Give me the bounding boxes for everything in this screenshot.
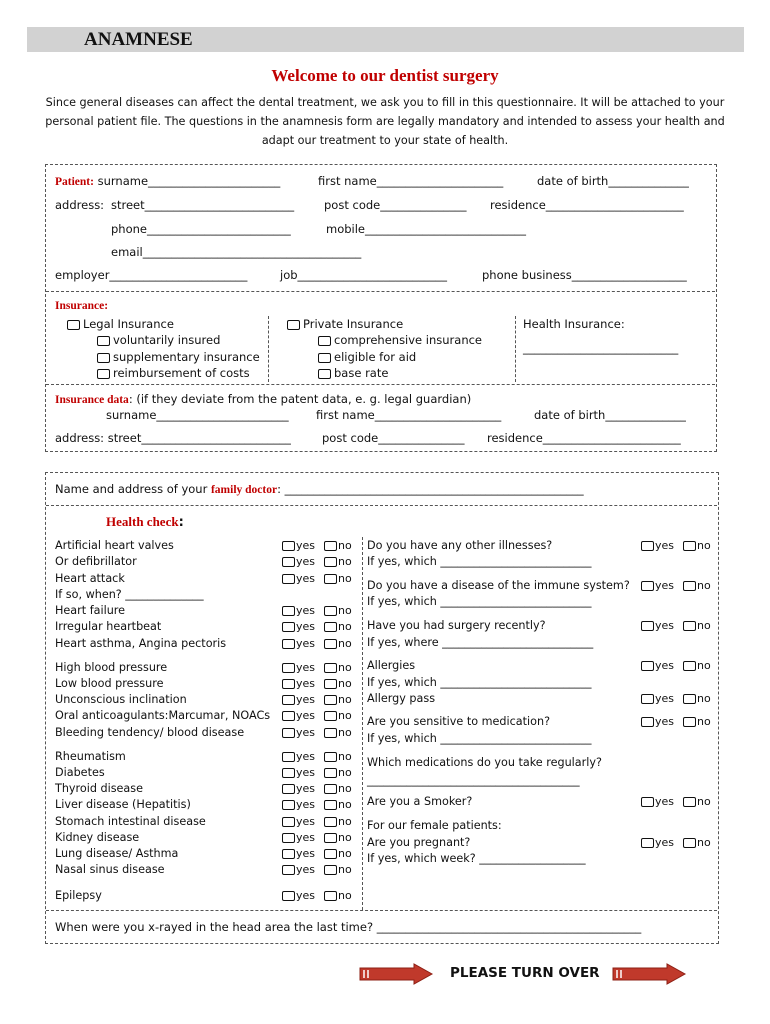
yes-label: yes <box>296 572 316 585</box>
yes-no-options <box>641 692 711 705</box>
no-label: no <box>338 889 352 902</box>
left-question: Kidney disease <box>55 831 140 844</box>
family-doctor-field[interactable]: : ____________________________________________________ <box>277 482 584 496</box>
supplementary-checkbox[interactable] <box>97 353 110 363</box>
welcome-heading: Welcome to our dentist surgery <box>271 66 499 85</box>
no-checkbox[interactable] <box>683 621 696 631</box>
yes-no-options <box>641 619 711 632</box>
right-question[interactable]: If yes, which ___________________________ <box>367 732 592 745</box>
no-label: no <box>697 795 711 808</box>
no-label: no <box>338 572 352 585</box>
yes-checkbox[interactable] <box>641 694 654 704</box>
no-checkbox[interactable] <box>324 639 337 649</box>
legal-insurance-checkbox[interactable] <box>67 320 80 330</box>
intro-line-1: Since general diseases can affect the dental treatment, we ask you to fill in this questionnaire. It will be attached to your <box>45 96 725 109</box>
yes-no-options <box>282 620 352 633</box>
right-question: Are you sensitive to medication? <box>367 715 551 728</box>
no-label: no <box>338 831 352 844</box>
divider <box>362 537 363 910</box>
yes-checkbox[interactable] <box>641 797 654 807</box>
yes-checkbox[interactable] <box>282 711 295 721</box>
yes-checkbox[interactable] <box>282 541 295 551</box>
yes-label: yes <box>296 620 316 633</box>
yes-no-options <box>282 661 352 674</box>
no-label: no <box>697 579 711 592</box>
right-question[interactable]: If yes, which ___________________________ <box>367 676 592 689</box>
ins-post-code-field[interactable]: post code_______________ <box>322 431 465 445</box>
yes-checkbox[interactable] <box>282 865 295 875</box>
comprehensive-checkbox[interactable] <box>318 336 331 346</box>
yes-checkbox[interactable] <box>641 717 654 727</box>
base-rate-checkbox[interactable] <box>318 369 331 379</box>
left-question: Heart attack <box>55 572 125 585</box>
voluntary-label: voluntarily insured <box>113 333 221 347</box>
no-checkbox[interactable] <box>324 541 337 551</box>
right-question[interactable]: If yes, which week? ___________________ <box>367 852 586 865</box>
yes-checkbox[interactable] <box>282 728 295 738</box>
yes-no-options <box>282 798 352 811</box>
no-checkbox[interactable] <box>683 541 696 551</box>
no-label: no <box>338 693 352 706</box>
yes-label: yes <box>296 766 316 779</box>
no-checkbox[interactable] <box>324 800 337 810</box>
legal-insurance-label: Legal Insurance <box>83 317 174 331</box>
divider <box>46 291 715 292</box>
reimbursement-checkbox[interactable] <box>97 369 110 379</box>
no-label: no <box>338 555 352 568</box>
yes-label: yes <box>296 677 316 690</box>
yes-checkbox[interactable] <box>282 768 295 778</box>
yes-no-options <box>641 579 711 592</box>
family-doctor-pre: Name and address of your <box>55 482 208 496</box>
yes-checkbox[interactable] <box>282 833 295 843</box>
left-question: Or defibrillator <box>55 555 137 568</box>
left-question: Unconscious inclination <box>55 693 187 706</box>
no-label: no <box>697 836 711 849</box>
divider <box>46 505 717 506</box>
family-doctor-label: family doctor <box>210 484 278 496</box>
left-question: Stomach intestinal disease <box>55 815 206 828</box>
health-check-colon: : <box>178 515 184 530</box>
yes-label: yes <box>655 715 675 728</box>
no-checkbox[interactable] <box>683 581 696 591</box>
no-label: no <box>697 692 711 705</box>
right-question: For our female patients: <box>367 819 502 832</box>
insurance-label: Insurance: <box>55 300 109 312</box>
intro-line-3: adapt our treatment to your state of health. <box>261 134 509 147</box>
ins-residence-field[interactable]: residence________________________ <box>487 431 681 445</box>
no-checkbox[interactable] <box>683 797 696 807</box>
turn-over-label: PLEASE TURN OVER <box>450 965 600 981</box>
no-label: no <box>338 863 352 876</box>
right-question: Which medications do you take regularly? <box>367 756 602 769</box>
street-field[interactable]: street__________________________ <box>111 198 295 212</box>
yes-label: yes <box>655 836 675 849</box>
yes-label: yes <box>296 726 316 739</box>
yes-label: yes <box>296 693 316 706</box>
yes-no-options <box>282 815 352 828</box>
no-label: no <box>338 782 352 795</box>
yes-label: yes <box>296 709 316 722</box>
yes-no-options <box>641 836 711 849</box>
no-checkbox[interactable] <box>324 891 337 901</box>
left-question: Oral anticoagulants:Marcumar, NOACs <box>55 709 271 722</box>
no-label: no <box>338 750 352 763</box>
insurance-data-note: : (if they deviate from the patent data, e. g. legal guardian) <box>128 392 472 406</box>
no-checkbox[interactable] <box>324 695 337 705</box>
ins-street-field[interactable]: address: street__________________________ <box>55 431 291 445</box>
left-question: Heart asthma, Angina pectoris <box>55 637 227 650</box>
yes-no-options <box>282 539 352 552</box>
intro-line-2: personal patient file. The questions in the anamnesis form are legally mandatory and intended to assess your health and <box>45 115 725 128</box>
yes-no-options <box>641 539 711 552</box>
no-label: no <box>697 619 711 632</box>
ins-first-name-field[interactable]: first name______________________ <box>316 408 502 422</box>
yes-no-options <box>282 726 352 739</box>
right-question: Do you have any other illnesses? <box>367 539 553 552</box>
first-name-field[interactable]: first name______________________ <box>318 174 504 188</box>
no-label: no <box>338 637 352 650</box>
no-label: no <box>338 726 352 739</box>
no-checkbox[interactable] <box>324 663 337 673</box>
yes-no-options <box>282 782 352 795</box>
yes-no-options <box>282 863 352 876</box>
yes-checkbox[interactable] <box>282 849 295 859</box>
email-field[interactable]: email______________________________________ <box>111 245 362 259</box>
phone-business-field[interactable]: phone business____________________ <box>482 268 687 282</box>
patient-label: Patient: <box>55 176 94 188</box>
yes-no-options <box>282 766 352 779</box>
no-checkbox[interactable] <box>324 606 337 616</box>
eligible-checkbox[interactable] <box>318 353 331 363</box>
yes-checkbox[interactable] <box>641 621 654 631</box>
arrow-right-icon <box>611 963 687 985</box>
divider <box>515 316 516 382</box>
left-question: Low blood pressure <box>55 677 164 690</box>
yes-checkbox[interactable] <box>641 541 654 551</box>
yes-label: yes <box>296 637 316 650</box>
health-insurance-field[interactable]: ___________________________ <box>523 341 679 355</box>
right-question[interactable]: If yes, which ___________________________ <box>367 555 592 568</box>
yes-label: yes <box>296 847 316 860</box>
yes-label: yes <box>655 619 675 632</box>
left-question: Epilepsy <box>55 889 102 902</box>
no-label: no <box>697 659 711 672</box>
yes-checkbox[interactable] <box>282 574 295 584</box>
yes-no-options <box>282 750 352 763</box>
left-question: Rheumatism <box>55 750 126 763</box>
ins-surname-field[interactable]: surname_______________________ <box>106 408 289 422</box>
yes-label: yes <box>655 659 675 672</box>
base-rate-label: base rate <box>334 366 389 380</box>
no-label: no <box>697 539 711 552</box>
yes-label: yes <box>655 539 675 552</box>
no-checkbox[interactable] <box>324 768 337 778</box>
yes-label: yes <box>296 661 316 674</box>
right-question: Do you have a disease of the immune system? <box>367 579 630 592</box>
yes-no-options <box>282 889 352 902</box>
yes-label: yes <box>655 795 675 808</box>
surname-field[interactable]: surname_______________________ <box>97 174 281 188</box>
yes-label: yes <box>296 831 316 844</box>
yes-checkbox[interactable] <box>282 622 295 632</box>
no-label: no <box>338 815 352 828</box>
yes-no-options <box>282 693 352 706</box>
no-label: no <box>338 798 352 811</box>
yes-no-options <box>641 659 711 672</box>
left-question: Liver disease (Hepatitis) <box>55 798 191 811</box>
yes-label: yes <box>296 604 316 617</box>
no-checkbox[interactable] <box>324 711 337 721</box>
post-code-field[interactable]: post code_______________ <box>324 198 467 212</box>
right-question: Allergy pass <box>367 692 436 705</box>
xray-field[interactable]: When were you x-rayed in the head area the last time? ______________________________________________ <box>55 920 642 934</box>
right-question: Allergies <box>367 659 416 672</box>
left-question: High blood pressure <box>55 661 168 674</box>
right-question: Have you had surgery recently? <box>367 619 546 632</box>
no-checkbox[interactable] <box>324 752 337 762</box>
yes-label: yes <box>296 750 316 763</box>
health-insurance-label: Health Insurance: <box>523 317 625 331</box>
phone-field[interactable]: phone_________________________ <box>111 222 291 236</box>
divider <box>46 910 717 911</box>
yes-checkbox[interactable] <box>282 606 295 616</box>
yes-checkbox[interactable] <box>282 557 295 567</box>
yes-checkbox[interactable] <box>282 784 295 794</box>
voluntary-checkbox[interactable] <box>97 336 110 346</box>
yes-label: yes <box>296 539 316 552</box>
left-question: Bleeding tendency/ blood disease <box>55 726 245 739</box>
arrow-left-icon <box>358 963 434 985</box>
yes-label: yes <box>655 579 675 592</box>
residence-field[interactable]: residence________________________ <box>490 198 684 212</box>
supplementary-label: supplementary insurance <box>113 350 260 364</box>
no-checkbox[interactable] <box>683 838 696 848</box>
ins-dob-field[interactable]: date of birth______________ <box>534 408 686 422</box>
no-label: no <box>697 715 711 728</box>
left-question: Irregular heartbeat <box>55 620 162 633</box>
yes-label: yes <box>296 782 316 795</box>
no-label: no <box>338 677 352 690</box>
no-checkbox[interactable] <box>324 557 337 567</box>
page-title: ANAMNESE <box>84 29 193 50</box>
yes-label: yes <box>655 692 675 705</box>
no-checkbox[interactable] <box>324 784 337 794</box>
yes-label: yes <box>296 889 316 902</box>
right-question[interactable]: If yes, where ___________________________ <box>367 636 594 649</box>
no-checkbox[interactable] <box>324 622 337 632</box>
no-label: no <box>338 604 352 617</box>
yes-checkbox[interactable] <box>282 891 295 901</box>
left-question: Artificial heart valves <box>55 539 174 552</box>
insurance-data-label: Insurance data <box>55 394 129 406</box>
right-question[interactable]: If yes, which ___________________________ <box>367 595 592 608</box>
reimbursement-label: reimbursement of costs <box>113 366 250 380</box>
right-question[interactable]: ______________________________________ <box>367 774 580 787</box>
eligible-label: eligible for aid <box>334 350 417 364</box>
yes-label: yes <box>296 815 316 828</box>
yes-checkbox[interactable] <box>282 817 295 827</box>
left-question[interactable]: If so, when? ______________ <box>55 588 204 601</box>
no-checkbox[interactable] <box>324 849 337 859</box>
yes-no-options <box>282 572 352 585</box>
yes-label: yes <box>296 863 316 876</box>
yes-no-options <box>641 795 711 808</box>
yes-no-options <box>282 847 352 860</box>
yes-no-options <box>282 604 352 617</box>
divider <box>46 384 715 385</box>
no-label: no <box>338 847 352 860</box>
yes-checkbox[interactable] <box>282 679 295 689</box>
no-label: no <box>338 766 352 779</box>
no-checkbox[interactable] <box>324 817 337 827</box>
no-checkbox[interactable] <box>683 694 696 704</box>
yes-no-options <box>641 715 711 728</box>
mobile-field[interactable]: mobile____________________________ <box>326 222 527 236</box>
address-label: address: <box>55 198 105 212</box>
dob-field[interactable]: date of birth______________ <box>537 174 689 188</box>
job-field[interactable]: job__________________________ <box>280 268 448 282</box>
yes-no-options <box>282 637 352 650</box>
no-checkbox[interactable] <box>324 679 337 689</box>
yes-checkbox[interactable] <box>282 695 295 705</box>
yes-no-options <box>282 709 352 722</box>
no-checkbox[interactable] <box>324 833 337 843</box>
private-insurance-checkbox[interactable] <box>287 320 300 330</box>
no-checkbox[interactable] <box>683 661 696 671</box>
yes-no-options <box>282 831 352 844</box>
yes-checkbox[interactable] <box>282 663 295 673</box>
yes-label: yes <box>296 555 316 568</box>
yes-label: yes <box>296 798 316 811</box>
private-insurance-label: Private Insurance <box>303 317 404 331</box>
right-question: Are you pregnant? <box>367 836 471 849</box>
health-check-label: Health check <box>106 514 179 529</box>
yes-no-options <box>282 677 352 690</box>
yes-checkbox[interactable] <box>282 752 295 762</box>
no-checkbox[interactable] <box>683 717 696 727</box>
yes-checkbox[interactable] <box>641 838 654 848</box>
left-question: Thyroid disease <box>55 782 143 795</box>
left-question: Diabetes <box>55 766 105 779</box>
divider <box>268 316 269 382</box>
right-question: Are you a Smoker? <box>367 795 473 808</box>
left-question: Heart failure <box>55 604 126 617</box>
yes-checkbox[interactable] <box>282 800 295 810</box>
left-question: Lung disease/ Asthma <box>55 847 179 860</box>
no-label: no <box>338 539 352 552</box>
employer-field[interactable]: employer________________________ <box>55 268 248 282</box>
no-checkbox[interactable] <box>324 728 337 738</box>
no-label: no <box>338 620 352 633</box>
yes-checkbox[interactable] <box>641 661 654 671</box>
comprehensive-label: comprehensive insurance <box>334 333 483 347</box>
no-checkbox[interactable] <box>324 865 337 875</box>
no-checkbox[interactable] <box>324 574 337 584</box>
yes-no-options <box>282 555 352 568</box>
yes-checkbox[interactable] <box>641 581 654 591</box>
no-label: no <box>338 661 352 674</box>
no-label: no <box>338 709 352 722</box>
left-question: Nasal sinus disease <box>55 863 165 876</box>
yes-checkbox[interactable] <box>282 639 295 649</box>
